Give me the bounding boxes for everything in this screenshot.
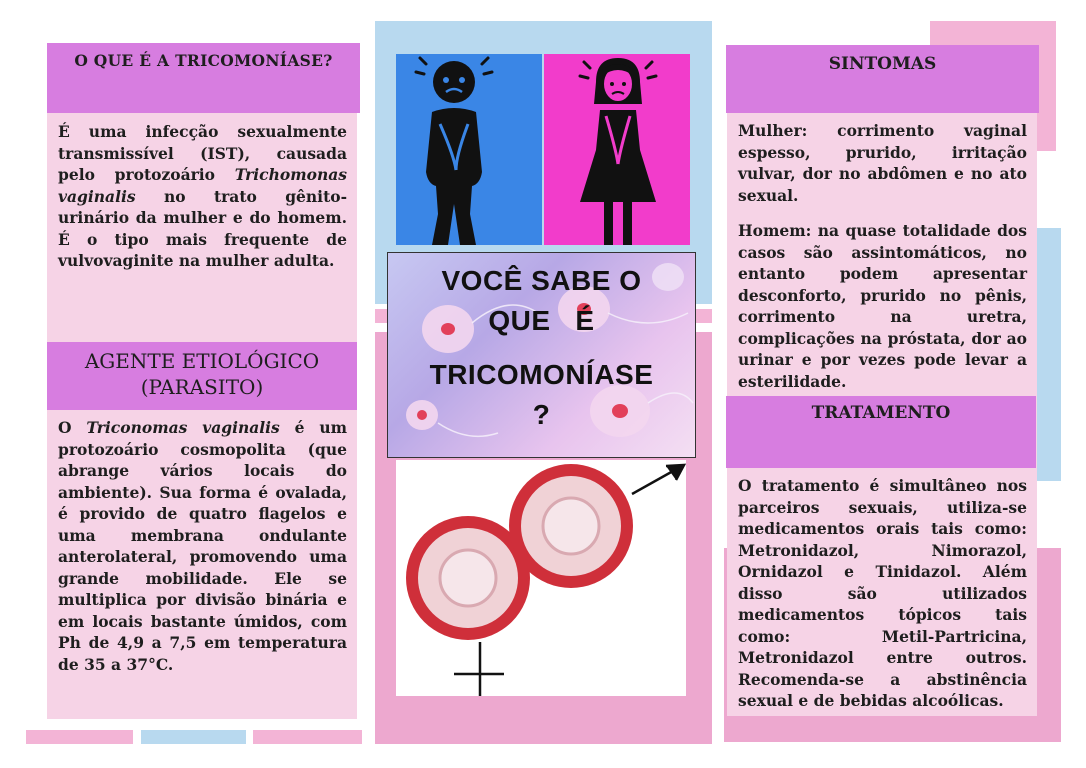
- what-is-heading: O QUE É A TRICOMONÍASE?: [74, 51, 333, 70]
- what-is-heading-box: [47, 43, 360, 113]
- condoms-illustration: [396, 460, 686, 696]
- title-line3: TRICOMONÍASE: [429, 359, 654, 390]
- male-panel: [396, 54, 542, 245]
- female-symbol-icon: [454, 642, 504, 696]
- what-is-text: É uma infecção sexualmente transmissível (IST), causada pelo protozoário Trichomonas vaginalis no trato gênito-urinário da mulher e do homem. É o tipo mais frequente de vulvovaginite na mulher adulta.: [58, 122, 347, 270]
- treatment-heading: TRATAMENTO: [811, 403, 951, 423]
- male-silhouette-icon: [396, 54, 542, 245]
- title-line2: QUE É: [488, 305, 595, 336]
- female-silhouette-icon: [544, 54, 690, 245]
- treatment-heading-box: [726, 396, 1036, 468]
- decor-strip: [141, 730, 246, 744]
- symptoms-men-text: Homem: na quase totalidade dos casos são assintomáticos, no entanto podem apresentar desconforto, prurido no pênis, corrimento na uretra, complicações na próstata, dor ao urinar e por vezes pode levar a esterilidade.: [738, 221, 1027, 391]
- title-image: [387, 252, 696, 458]
- agent-heading-line2: (PARASITO): [140, 375, 264, 399]
- treatment-text: O tratamento é simultâneo nos parceiros sexuais, utiliza-se medicamentos orais tais como: Metronidazol, Nimorazol, Ornidazol e Tinidazol. Além disso são utilizados medicamentos tópicos tais como: Metil-Partricina, Metronidazol entre outros. Recomenda-se a abstinência sexual e de bebidas alcoólicas.: [738, 476, 1027, 710]
- decor-strip: [26, 730, 133, 744]
- title-line4: ?: [532, 399, 551, 430]
- female-panel: [544, 54, 690, 245]
- symptoms-heading: SINTOMAS: [828, 54, 937, 74]
- agent-heading-line1: AGENTE ETIOLÓGICO: [84, 349, 320, 373]
- decor-strip: [253, 730, 362, 744]
- condom-image: [396, 460, 686, 696]
- agent-heading-box: [47, 342, 357, 410]
- male-symbol-icon: [632, 465, 684, 494]
- symptoms-heading-box: [726, 45, 1039, 113]
- title-line1: VOCÊ SABE O: [441, 265, 642, 296]
- agent-text: O Triconomas vaginalis é um protozoário cosmopolita (que abrange vários locais do ambiente). Sua forma é ovalada, é provido de quatro flagelos e uma membrana ondulante anterolateral, promovendo uma grande mobilidade. Ele se multiplica por divisão binária e em locais bastante úmidos, com Ph de 4,9 a 7,5 em temperatura de 35 a 37°C.: [58, 418, 347, 674]
- symptoms-women-text: Mulher: corrimento vaginal espesso, prurido, irritação vulvar, dor no abdômen e no ato sexual.: [738, 121, 1027, 205]
